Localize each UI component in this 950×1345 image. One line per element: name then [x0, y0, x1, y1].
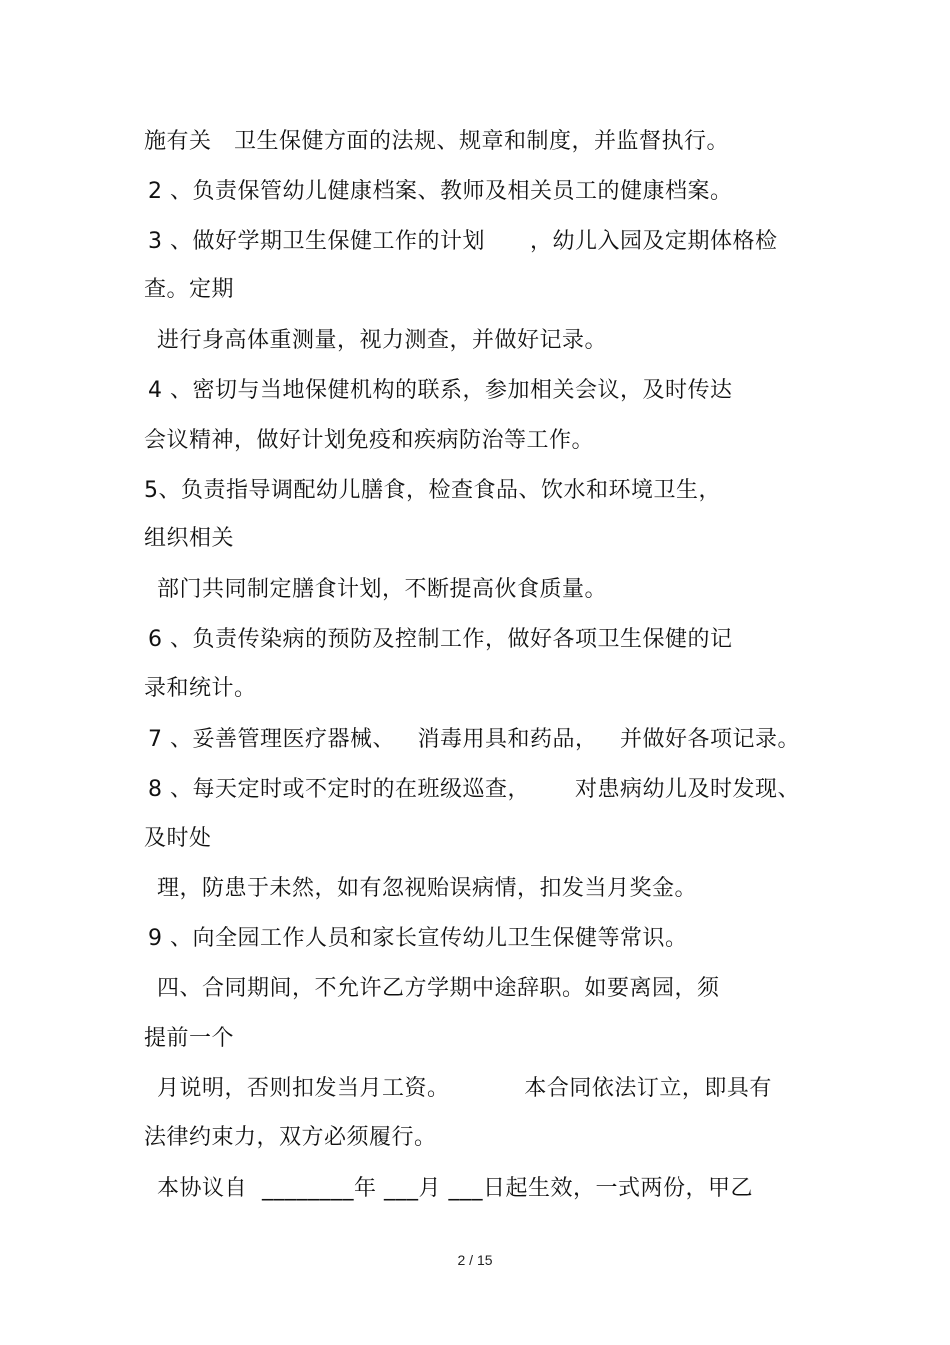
text-line: 部门共同制定膳食计划，不断提高伙食质量。: [157, 577, 608, 602]
text-line: 3 、做好学期卫生保健工作的计划 ，幼儿入园及定期体格检: [148, 229, 778, 254]
text-line: 4 、密切与当地保健机构的联系，参加相关会议，及时传达: [148, 378, 733, 403]
page-number: 2 / 15: [457, 1252, 493, 1268]
text-line: 会议精神，做好计划免疫和疾病防治等工作。: [144, 428, 595, 453]
text-line: 8 、每天定时或不定时的在班级巡查， 对患病幼儿及时发现、: [148, 777, 800, 802]
text-line: 6 、负责传染病的预防及控制工作，做好各项卫生保健的记: [148, 627, 733, 652]
text-line: 四、合同期间，不允许乙方学期中途辞职。如要离园，须: [157, 976, 720, 1001]
text-line: 施有关 卫生保健方面的法规、规章和制度，并监督执行。: [144, 129, 729, 154]
text-line: 月说明，否则扣发当月工资。 本合同依法订立，即具有: [157, 1076, 772, 1101]
text-line: 法律约束力，双方必须履行。: [144, 1125, 437, 1150]
text-line: 组织相关: [144, 526, 235, 551]
text-line: 录和统计。: [144, 676, 257, 701]
text-line: 2 、负责保管幼儿健康档案、教师及相关员工的健康档案。: [148, 179, 733, 204]
text-line: 7 、妥善管理医疗器械、 消毒用具和药品， 并做好各项记录。: [148, 727, 800, 752]
text-line: 5、负责指导调配幼儿膳食，检查食品、饮水和环境卫生，: [144, 478, 721, 503]
text-line: 提前一个: [144, 1026, 235, 1051]
text-line: 查。定期: [144, 277, 235, 302]
text-line: 9 、向全园工作人员和家长宣传幼儿卫生保健等常识。: [148, 926, 688, 951]
text-line: 本协议自 ________年 ___月 ___日起生效，一式两份，甲乙: [157, 1176, 753, 1201]
text-line: 理，防患于未然，如有忽视贻误病情，扣发当月奖金。: [157, 876, 698, 901]
text-line: 进行身高体重测量，视力测查，并做好记录。: [157, 328, 608, 353]
text-line: 及时处: [144, 826, 212, 851]
